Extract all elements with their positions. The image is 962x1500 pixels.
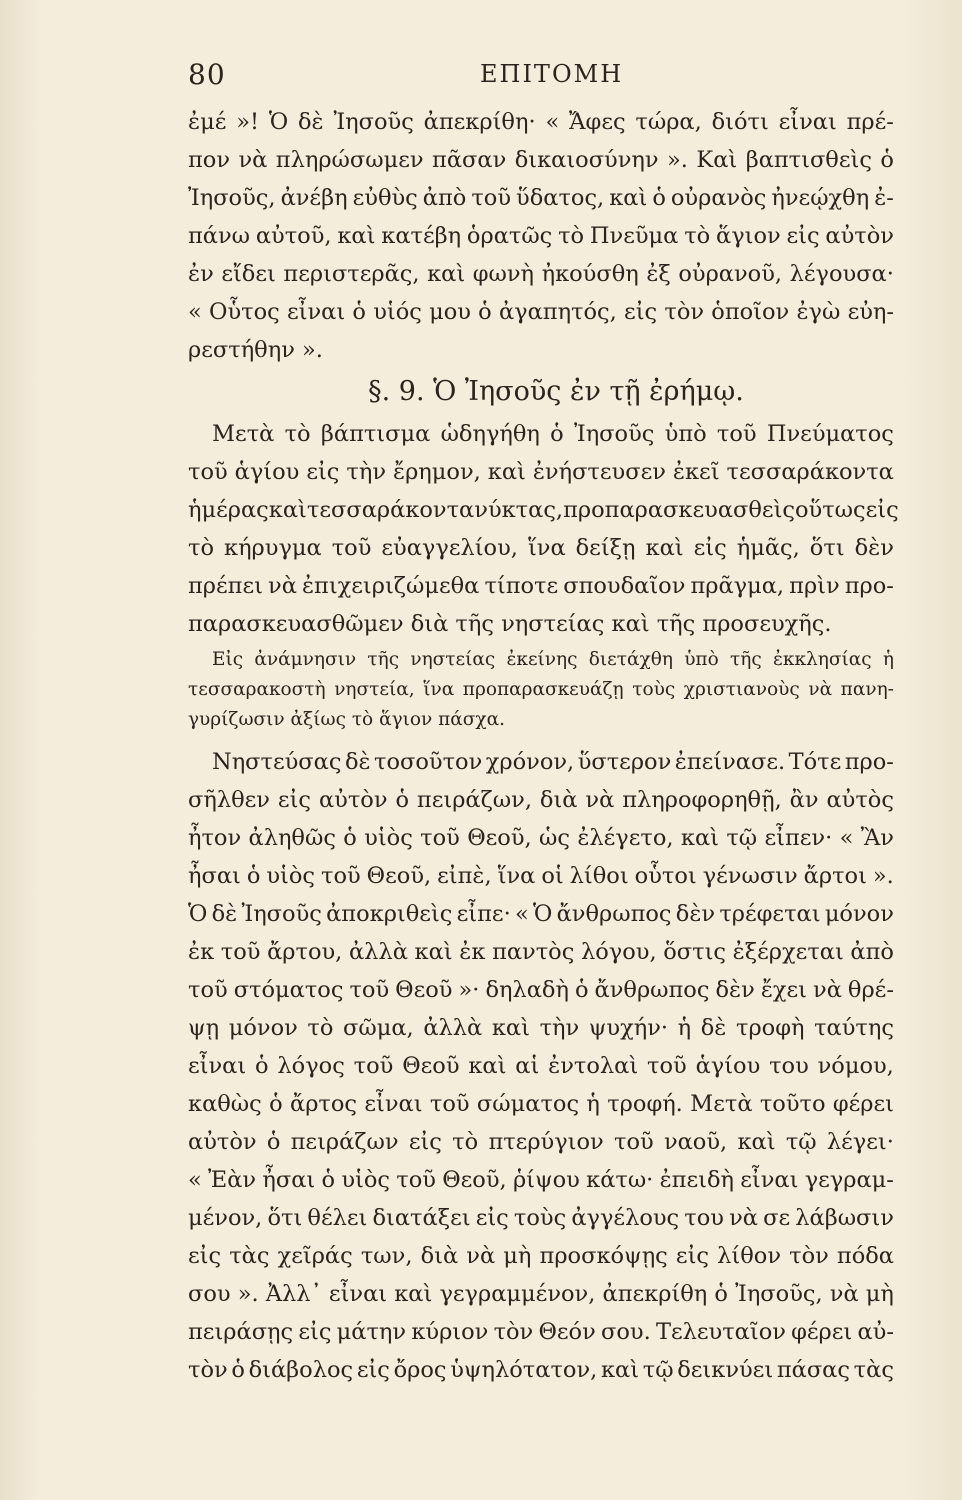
text-line: τὸ κήρυγμα τοῦ εὐαγγελίου, ἵνα δείξῃ καὶ εἰς ἡμᾶς, ὅτι δὲν (188, 535, 894, 561)
text-line: ἦτον ἀληθῶς ὁ υἱὸς τοῦ Θεοῦ, ὡς ἐλέγετο, καὶ τῷ εἶπεν· « Ἂν (188, 825, 894, 851)
text-line: πειράσῃς εἰς μάτην κύριον τὸν Θεόν σου. Τελευταῖον φέρει αὐ- (188, 1319, 894, 1345)
note-line: τεσσαρακοστὴ νηστεία, ἵνα προπαρασκευάζῃ τοὺς χριστιανοὺς νὰ πανη- (188, 679, 894, 700)
text-line: παρασκευασθῶμεν διὰ τῆς νηστείας καὶ τῆς προσευχῆς. (188, 611, 832, 637)
text-line: ἐν εἴδει περιστερᾶς, καὶ φωνὴ ἠκούσθη ἐξ οὐρανοῦ, λέγουσα· (188, 261, 894, 287)
text-line: ψῃ μόνον τὸ σῶμα, ἀλλὰ καὶ τὴν ψυχήν· ἡ δὲ τροφὴ ταύτης (188, 1015, 894, 1041)
body-text (188, 103, 899, 1389)
text-line: ἦσαι ὁ υἱὸς τοῦ Θεοῦ, εἰπὲ, ἵνα οἱ λίθοι οὗτοι γένωσιν ἄρτοι ». (188, 863, 894, 889)
running-title: ΕΠΙΤΟΜΗ (480, 60, 624, 88)
text-line: ἐμέ »! Ὁ δὲ Ἰησοῦς ἀπεκρίθη· « Ἄφες τώρα, διότι εἶναι πρέ- (188, 109, 894, 135)
text-line: Νηστεύσας δὲ τοσοῦτον χρόνον, ὕστερον ἐπείνασε. Τότε προ- (212, 749, 894, 775)
text-line: σῆλθεν εἰς αὐτὸν ὁ πειράζων, διὰ νὰ πληροφορηθῇ, ἂν αὐτὸς (188, 787, 894, 813)
text-line: Μετὰ τὸ βάπτισμα ὡδηγήθη ὁ Ἰησοῦς ὑπὸ τοῦ Πνεύματος (212, 421, 894, 447)
text-line: ρεστήθην ». (188, 337, 323, 363)
text-line: εἰς τὰς χεῖράς των, διὰ νὰ μὴ προσκόψῃς εἰς λίθον τὸν πόδα (188, 1243, 894, 1269)
text-line: Ὁ δὲ Ἰησοῦς ἀποκριθεὶς εἶπε· « Ὁ ἄνθρωπος δὲν τρέφεται μόνον (188, 901, 894, 927)
text-line: μένον, ὅτι θέλει διατάξει εἰς τοὺς ἀγγέλους του νὰ σε λάβωσιν (188, 1205, 894, 1231)
text-line: πον νὰ πληρώσωμεν πᾶσαν δικαιοσύνην ». Καὶ βαπτισθεὶς ὁ (188, 147, 894, 173)
note-line: γυρίζωσιν ἀξίως τὸ ἅγιον πάσχα. (188, 709, 506, 730)
page-number: 80 (188, 58, 226, 91)
section-heading: §. 9. Ὁ Ἰησοῦς ἐν τῇ ἐρήμῳ. (368, 376, 744, 407)
text-line: πρέπει νὰ ἐπιχειριζώμεθα τίποτε σπουδαῖον πρᾶγμα, πρὶν προ- (188, 573, 894, 599)
text-line: πάνω αὐτοῦ, καὶ κατέβη ὁρατῶς τὸ Πνεῦμα τὸ ἅγιον εἰς αὐτὸν (188, 223, 894, 249)
text-line: Ἰησοῦς, ἀνέβη εὐθὺς ἀπὸ τοῦ ὕδατος, καὶ ὁ οὐρανὸς ἠνεῴχθη ἐ- (188, 185, 894, 211)
note-line: Εἰς ἀνάμνησιν τῆς νηστείας ἐκείνης διετάχθη ὑπὸ τῆς ἐκκλησίας ἡ (212, 649, 894, 670)
text-line: τοῦ ἁγίου εἰς τὴν ἔρημον, καὶ ἐνήστευσεν ἐκεῖ τεσσαράκοντα (188, 459, 894, 485)
text-line: καθὼς ὁ ἄρτος εἶναι τοῦ σώματος ἡ τροφή. Μετὰ τοῦτο φέρει (188, 1091, 894, 1117)
text-line: εἶναι ὁ λόγος τοῦ Θεοῦ καὶ αἱ ἐντολαὶ τοῦ ἁγίου του νόμου, (188, 1053, 894, 1079)
text-line: ἡμέρας καὶ τεσσαράκοντα νύκτας, προπαρασκευασθεὶς οὕτως εἰς (188, 497, 899, 523)
text-line: « Οὗτος εἶναι ὁ υἱός μου ὁ ἀγαπητός, εἰς τὸν ὁποῖον ἐγὼ εὐη- (188, 299, 894, 325)
text-line: αὐτὸν ὁ πειράζων εἰς τὸ πτερύγιον τοῦ ναοῦ, καὶ τῷ λέγει· (188, 1129, 894, 1155)
text-line: τοῦ στόματος τοῦ Θεοῦ »· δηλαδὴ ὁ ἄνθρωπος δὲν ἔχει νὰ θρέ- (188, 977, 894, 1003)
text-line: ἐκ τοῦ ἄρτου, ἀλλὰ καὶ ἐκ παντὸς λόγου, ὅστις ἐξέρχεται ἀπὸ (188, 939, 894, 965)
text-line: « Ἐὰν ἦσαι ὁ υἱὸς τοῦ Θεοῦ, ῥίψου κάτω· ἐπειδὴ εἶναι γεγραμ- (188, 1167, 894, 1193)
page-header (188, 58, 888, 98)
text-line: τὸν ὁ διάβολος εἰς ὄρος ὑψηλότατον, καὶ τῷ δεικνύει πάσας τὰς (188, 1357, 894, 1383)
text-line: σου ». Ἀλλ᾽ εἶναι καὶ γεγραμμένον, ἀπεκρίθη ὁ Ἰησοῦς, νὰ μὴ (188, 1281, 894, 1307)
